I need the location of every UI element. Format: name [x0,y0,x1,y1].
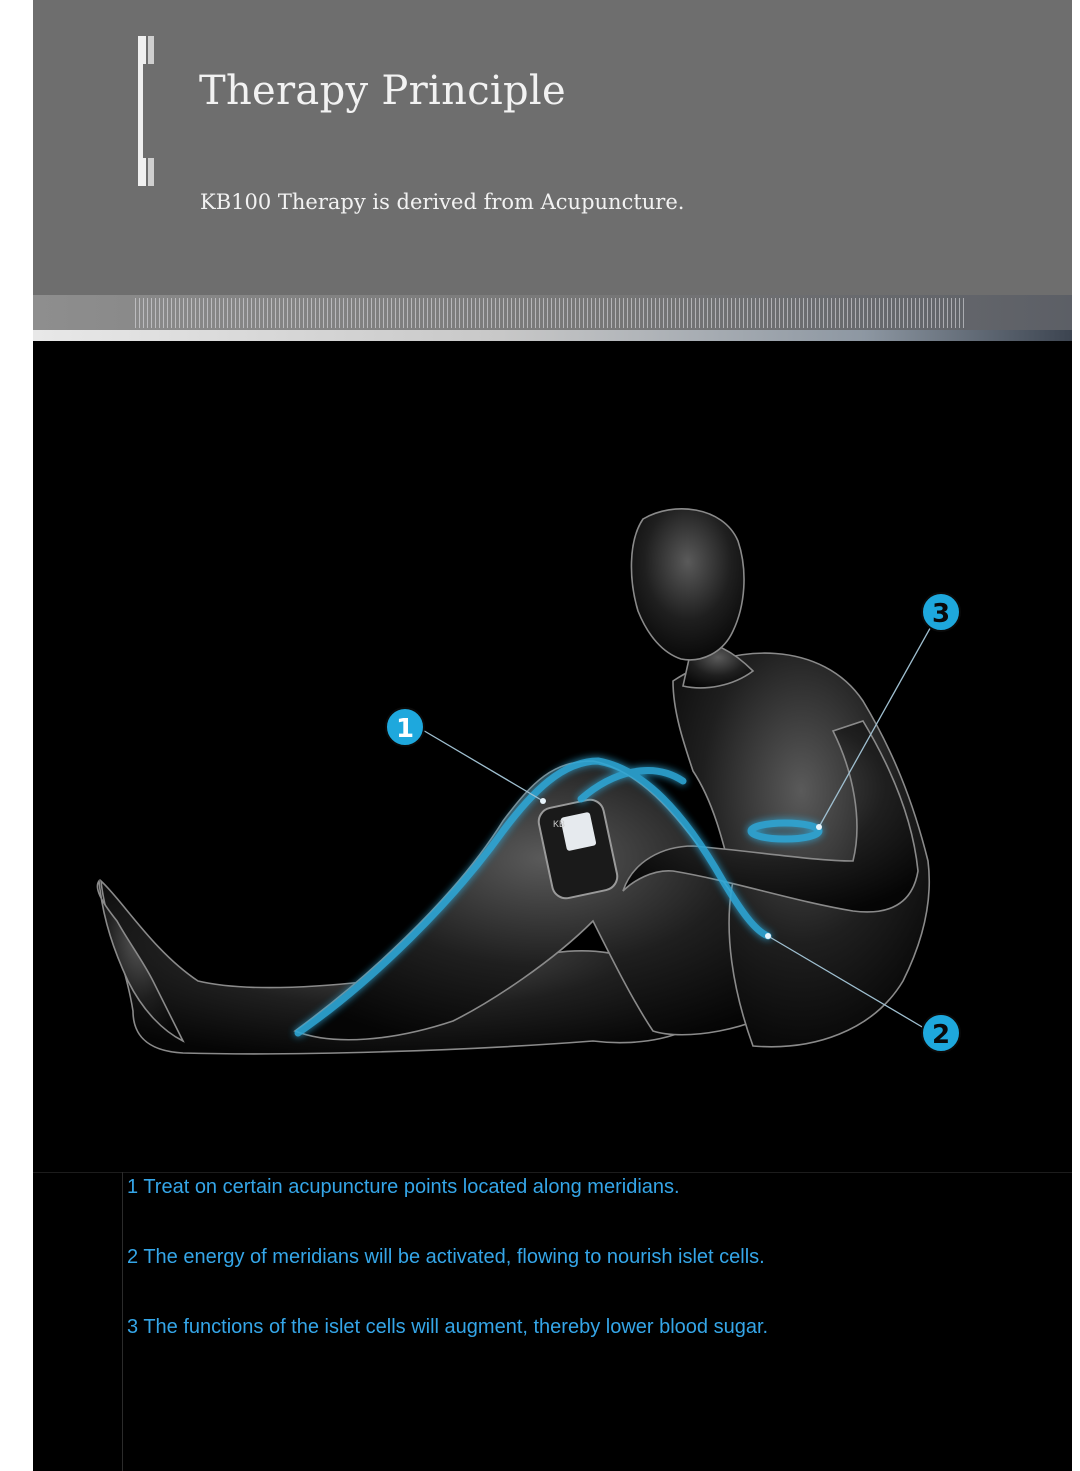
step-item: 1 Treat on certain acupuncture points located along meridians. [127,1176,680,1198]
page-title: Therapy Principle [199,68,566,114]
bracket-ornament [136,36,158,186]
marker-2-number: 2 [931,1020,951,1050]
acupuncture-illustration [33,341,1072,1173]
section-divider [33,1172,1072,1173]
marker-1 [386,708,424,746]
decorative-stripe-ticks [135,298,967,328]
step-item: 3 The functions of the islet cells will augment, thereby lower blood sugar. [127,1316,769,1338]
text-column-rule [122,1172,123,1471]
marker-1-number: 1 [395,714,415,744]
header [33,0,1072,295]
page-subtitle: KB100 Therapy is derived from Acupuncture. [200,190,685,214]
therapy-steps-list [127,1175,1027,1385]
body-silhouette [97,509,929,1054]
marker-3-number: 3 [931,599,951,629]
device-label: KB [553,819,566,829]
step-item: 2 The energy of meridians will be activated, flowing to nourish islet cells. [127,1246,765,1268]
page [33,0,1072,1471]
silver-divider-bar [33,330,1072,341]
marker-3 [922,593,960,631]
marker-2 [922,1014,960,1052]
